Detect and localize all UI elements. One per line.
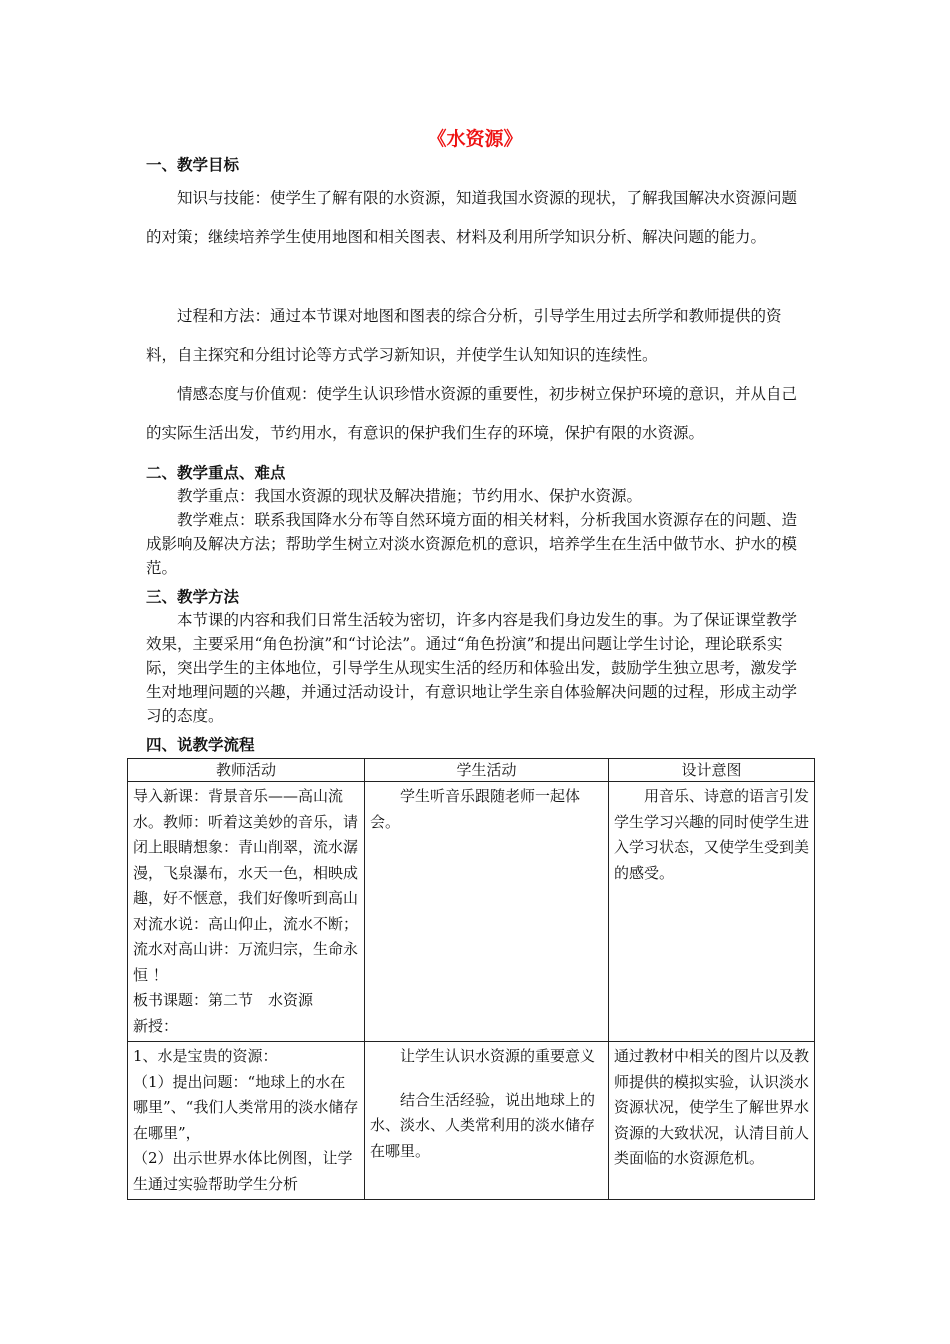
header-design-intent: 设计意图 [609, 759, 815, 782]
teacher-chart-text: （2）出示世界水体比例图，让学生通过实验帮助学生分析 [133, 1149, 353, 1193]
student-activity-text-a: 让学生认识水资源的重要意义 [400, 1047, 596, 1065]
spacer [370, 1070, 603, 1088]
table-header-row [128, 759, 815, 782]
design-intent-cell [609, 782, 815, 1042]
document-title: 《水资源》 [427, 128, 523, 150]
teacher-board-title: 板书课题：第二节 水资源 [133, 991, 314, 1009]
design-intent-text: 通过教材中相关的图片以及教师提供的模拟实验，认识淡水资源状况，使学生了解世界水资源的大致状况，认清目前人类面临的水资源危机。 [614, 1047, 810, 1167]
teacher-new-lesson: 新授： [133, 1016, 179, 1035]
objective-process: 过程和方法：通过本节课对地图和图表的综合分析，引导学生用过去所学和教师提供的资料，自主探究和分组讨论等方式学习新知识，并使学生认知知识的连续性。 [146, 307, 782, 364]
teacher-intro-text: 导入新课：背景音乐——高山流水。教师：听着这美妙的音乐，请闭上眼睛想象：青山削翠，流水潺漫，飞泉瀑布，水天一色，相映成趣，好不惬意，我们好像听到高山对流水说：高山仰止，流水不断；流水对高山讲：万流归宗，生命永恒 ！ [133, 787, 359, 984]
teacher-activity-cell [128, 1042, 365, 1200]
difficulty-paragraph: 教学难点：联系我国降水分布等自然环境方面的相关材料，分析我国水资源存在的问题、造成影响及解决方法；帮助学生树立对淡水资源危机的意识，培养学生在生活中做节水、护水的模范。 [146, 511, 798, 577]
teacher-question-text: （1）提出问题：“地球上的水在哪里”、“我们人类常用的淡水储存在哪里”， [133, 1072, 359, 1142]
table-row [128, 1042, 815, 1200]
student-activity-text: 学生听音乐跟随老师一起体会。 [370, 787, 581, 831]
design-intent-text: 用音乐、诗意的语言引发学生学习兴趣的同时使学生进入学习状态，又使学生受到美的感受。 [614, 787, 810, 882]
teacher-topic-heading: 1、水是宝贵的资源： [133, 1047, 278, 1065]
section-heading-key-points: 二、教学重点、难点 [146, 464, 286, 482]
header-teacher-activity: 教师活动 [128, 759, 365, 782]
methods-paragraph: 本节课的内容和我们日常生活较为密切，许多内容是我们身边发生的事。为了保证课堂教学效果，主要采用“角色扮演”和“讨论法”。通过“角色扮演”和提出问题让学生讨论，理论联系实际，突出学生的主体地位，引导学生从现实生活的经历和体验出发，鼓励学生独立思考，激发学生对地理问题的兴趣，并通过活动设计，有意识地让学生亲自体验解决问题的过程，形成主动学习的态度。 [146, 611, 798, 725]
objective-knowledge: 知识与技能：使学生了解有限的水资源，知道我国水资源的现状，了解我国解决水资源问题的对策；继续培养学生使用地图和相关图表、材料及利用所学知识分析、解决问题的能力。 [146, 189, 798, 246]
student-activity-text-b: 结合生活经验，说出地球上的水、淡水、人类常利用的淡水储存在哪里。 [370, 1090, 596, 1160]
table-row [128, 782, 815, 1042]
section-heading-flow: 四、说教学流程 [146, 736, 255, 754]
key-point-paragraph: 教学重点：我国水资源的现状及解决措施；节约用水、保护水资源。 [177, 487, 643, 505]
teaching-flow-table [127, 758, 815, 1200]
teacher-activity-cell [128, 782, 365, 1042]
section-heading-methods: 三、教学方法 [146, 588, 240, 606]
header-student-activity: 学生活动 [365, 759, 609, 782]
design-intent-cell [609, 1042, 815, 1200]
objective-emotion: 情感态度与价值观：使学生认识珍惜水资源的重要性，初步树立保护环境的意识，并从自己的实际生活出发，节约用水，有意识的保护我们生存的环境，保护有限的水资源。 [146, 385, 798, 442]
student-activity-cell [365, 782, 609, 1042]
student-activity-cell [365, 1042, 609, 1200]
section-heading-objectives: 一、教学目标 [146, 156, 240, 174]
